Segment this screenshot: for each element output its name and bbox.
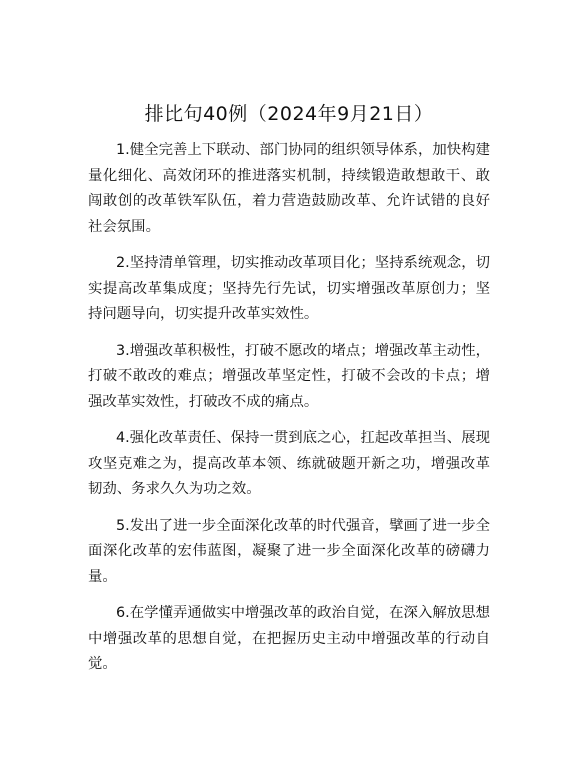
paragraph-6: 6.在学懂弄通做实中增强改革的政治自觉，在深入解放思想中增强改革的思想自觉，在把握历史主动中增强改革的行动自觉。 bbox=[88, 605, 490, 672]
paragraph-1: 1.健全完善上下联动、部门协同的组织领导体系，加快构建量化细化、高效闭环的推进落实机制，持续锻造敢想敢干、敢闯敢创的改革铁军队伍，着力营造鼓励改革、允许试错的良好社会氛围。 bbox=[88, 142, 490, 235]
paragraph-5: 5.发出了进一步全面深化改革的时代强音，擘画了进一步全面深化改革的宏伟蓝图，凝聚了进一步全面深化改革的磅礴力量。 bbox=[88, 517, 490, 585]
paragraph-4: 4.强化改革责任、保持一贯到底之心，扛起改革担当、展现攻坚克难之为，提高改革本领、练就破题开新之功，增强改革韧劲、务求久久为功之效。 bbox=[88, 430, 490, 497]
paragraph-2: 2.坚持清单管理，切实推动改革项目化；坚持系统观念，切实提高改革集成度；坚持先行先试，切实增强改革原创力；坚持问题导向，切实提升改革实效性。 bbox=[88, 255, 490, 322]
document-title: 排比句40例（2024年9月21日） bbox=[144, 103, 434, 125]
paragraph-3: 3.增强改革积极性，打破不愿改的堵点；增强改革主动性，打破不敢改的难点；增强改革坚定性，打破不会改的卡点；增强改革实效性，打破改不成的痛点。 bbox=[88, 342, 490, 410]
